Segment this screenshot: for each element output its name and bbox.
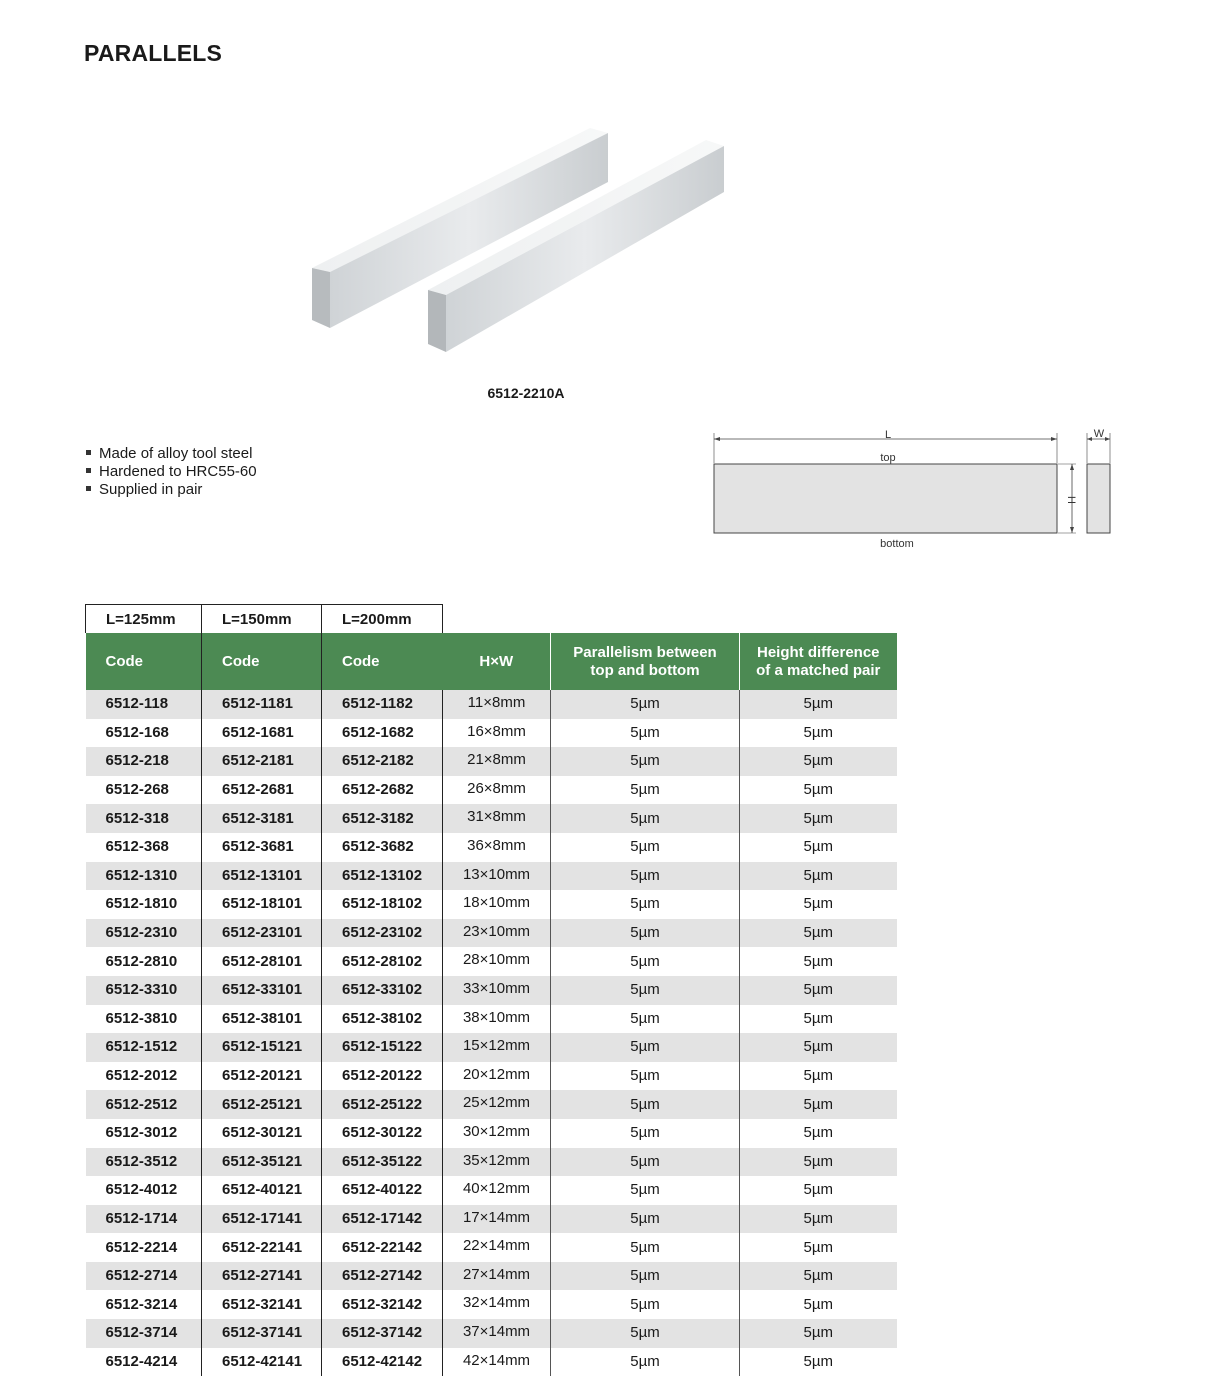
height-difference-value: 5µm [740, 1119, 897, 1148]
table-row [86, 1090, 897, 1119]
parallelism-value: 5µm [551, 804, 740, 833]
code-150: 6512-23101 [202, 919, 322, 948]
parallelism-value: 5µm [551, 1033, 740, 1062]
code-125: 6512-2012 [86, 1062, 202, 1091]
parallelism-value: 5µm [551, 1176, 740, 1205]
height-difference-value: 5µm [740, 719, 897, 748]
code-200: 6512-2682 [322, 776, 443, 805]
code-200: 6512-13102 [322, 862, 443, 891]
code-125: 6512-4012 [86, 1176, 202, 1205]
parallelism-value: 5µm [551, 976, 740, 1005]
code-150: 6512-27141 [202, 1262, 322, 1291]
height-difference-value: 5µm [740, 1090, 897, 1119]
parallelism-value: 5µm [551, 1319, 740, 1348]
label-bottom: bottom [880, 538, 914, 550]
parallelism-value: 5µm [551, 747, 740, 776]
code-125: 6512-1310 [86, 862, 202, 891]
table-row [86, 1262, 897, 1291]
parallelism-value: 5µm [551, 947, 740, 976]
hw-value: 23×10mm [443, 919, 551, 948]
code-200: 6512-30122 [322, 1119, 443, 1148]
parallelism-value: 5µm [551, 919, 740, 948]
product-photo [300, 120, 740, 365]
height-difference-value: 5µm [740, 776, 897, 805]
code-125: 6512-168 [86, 719, 202, 748]
length-200-header: L=200mm [322, 605, 443, 634]
code-150: 6512-22141 [202, 1233, 322, 1262]
hw-value: 18×10mm [443, 890, 551, 919]
code-150: 6512-32141 [202, 1290, 322, 1319]
height-difference-value: 5µm [740, 919, 897, 948]
table-row [86, 1062, 897, 1091]
code-200: 6512-2182 [322, 747, 443, 776]
height-difference-value: 5µm [740, 862, 897, 891]
table-row [86, 1033, 897, 1062]
bullet-icon [86, 450, 91, 455]
code-150: 6512-35121 [202, 1148, 322, 1177]
code-150: 6512-38101 [202, 1005, 322, 1034]
parallelism-value: 5µm [551, 1005, 740, 1034]
code-200: 6512-1182 [322, 690, 443, 719]
height-difference-value: 5µm [740, 833, 897, 862]
code-125: 6512-3214 [86, 1290, 202, 1319]
feature-item: Hardened to HRC55-60 [86, 463, 257, 481]
parallelism-value: 5µm [551, 1119, 740, 1148]
parallelism-value: 5µm [551, 862, 740, 891]
height-difference-value: 5µm [740, 747, 897, 776]
hw-value: 11×8mm [443, 690, 551, 719]
dimension-drawing [706, 425, 1126, 555]
length-125-header: L=125mm [86, 605, 202, 634]
code-150: 6512-20121 [202, 1062, 322, 1091]
table-row [86, 776, 897, 805]
height-difference-value: 5µm [740, 1176, 897, 1205]
table-row [86, 719, 897, 748]
hw-value: 36×8mm [443, 833, 551, 862]
code-200: 6512-20122 [322, 1062, 443, 1091]
table-row [86, 833, 897, 862]
bullet-icon [86, 468, 91, 473]
code-125: 6512-3512 [86, 1148, 202, 1177]
hw-value: 17×14mm [443, 1205, 551, 1234]
code-200: 6512-40122 [322, 1176, 443, 1205]
height-difference-value: 5µm [740, 976, 897, 1005]
code-125: 6512-218 [86, 747, 202, 776]
hw-value: 35×12mm [443, 1148, 551, 1177]
table-row [86, 1148, 897, 1177]
code-125: 6512-2714 [86, 1262, 202, 1291]
hw-value: 21×8mm [443, 747, 551, 776]
code-125: 6512-268 [86, 776, 202, 805]
table-row [86, 976, 897, 1005]
code-200: 6512-42142 [322, 1348, 443, 1377]
code-150: 6512-1681 [202, 719, 322, 748]
hw-value: 32×14mm [443, 1290, 551, 1319]
code-150: 6512-33101 [202, 976, 322, 1005]
hw-value: 27×14mm [443, 1262, 551, 1291]
label-l: L [884, 429, 892, 441]
table-row [86, 890, 897, 919]
code-150: 6512-18101 [202, 890, 322, 919]
table-row [86, 1233, 897, 1262]
height-difference-value: 5µm [740, 1348, 897, 1377]
table-row [86, 947, 897, 976]
height-difference-value: 5µm [740, 947, 897, 976]
code-150: 6512-17141 [202, 1205, 322, 1234]
code-150: 6512-3181 [202, 804, 322, 833]
hw-value: 31×8mm [443, 804, 551, 833]
code-200: 6512-18102 [322, 890, 443, 919]
code-150: 6512-37141 [202, 1319, 322, 1348]
parallelism-value: 5µm [551, 1348, 740, 1377]
code-200: 6512-28102 [322, 947, 443, 976]
hw-value: 30×12mm [443, 1119, 551, 1148]
table-row [86, 1205, 897, 1234]
height-difference-value: 5µm [740, 804, 897, 833]
parallelism-value: 5µm [551, 776, 740, 805]
parallelism-value: 5µm [551, 890, 740, 919]
table-row [86, 1176, 897, 1205]
code-150: 6512-28101 [202, 947, 322, 976]
parallelism-value: 5µm [551, 690, 740, 719]
feature-list [86, 445, 257, 499]
table-row [86, 1319, 897, 1348]
code-200: 6512-38102 [322, 1005, 443, 1034]
hw-header: H×W [443, 633, 551, 690]
table-row [86, 1290, 897, 1319]
code-125: 6512-3012 [86, 1119, 202, 1148]
table-row [86, 1348, 897, 1377]
code-125: 6512-2310 [86, 919, 202, 948]
code-150: 6512-30121 [202, 1119, 322, 1148]
height-difference-header: Height difference of a matched pair [740, 633, 897, 690]
code-125: 6512-4214 [86, 1348, 202, 1377]
label-top: top [880, 452, 896, 464]
code-150: 6512-3681 [202, 833, 322, 862]
parallelism-value: 5µm [551, 1205, 740, 1234]
hw-value: 26×8mm [443, 776, 551, 805]
table-row [86, 862, 897, 891]
hw-value: 38×10mm [443, 1005, 551, 1034]
table-row [86, 1005, 897, 1034]
code-200: 6512-23102 [322, 919, 443, 948]
bullet-icon [86, 486, 91, 491]
feature-item: Made of alloy tool steel [86, 445, 257, 463]
hw-value: 42×14mm [443, 1348, 551, 1377]
label-w: W [1093, 428, 1105, 440]
column-header-row [86, 633, 897, 690]
code-125: 6512-1810 [86, 890, 202, 919]
height-difference-value: 5µm [740, 1290, 897, 1319]
code-125: 6512-3310 [86, 976, 202, 1005]
feature-item: Supplied in pair [86, 481, 257, 499]
parallelism-value: 5µm [551, 1062, 740, 1091]
height-difference-value: 5µm [740, 690, 897, 719]
product-caption: 6512-2210A [487, 385, 565, 401]
parallelism-value: 5µm [551, 1090, 740, 1119]
height-difference-value: 5µm [740, 1233, 897, 1262]
code-200: 6512-35122 [322, 1148, 443, 1177]
hw-value: 13×10mm [443, 862, 551, 891]
code-150: 6512-2681 [202, 776, 322, 805]
label-h: H [1065, 496, 1077, 504]
hw-value: 15×12mm [443, 1033, 551, 1062]
code-125: 6512-318 [86, 804, 202, 833]
code-200: 6512-3682 [322, 833, 443, 862]
length-header-row [86, 605, 897, 634]
code-header: Code [202, 633, 322, 690]
hw-value: 16×8mm [443, 719, 551, 748]
code-200: 6512-32142 [322, 1290, 443, 1319]
parallelism-value: 5µm [551, 833, 740, 862]
hw-value: 25×12mm [443, 1090, 551, 1119]
hw-value: 33×10mm [443, 976, 551, 1005]
code-150: 6512-2181 [202, 747, 322, 776]
code-200: 6512-25122 [322, 1090, 443, 1119]
hw-value: 22×14mm [443, 1233, 551, 1262]
code-125: 6512-3714 [86, 1319, 202, 1348]
code-125: 6512-368 [86, 833, 202, 862]
code-150: 6512-13101 [202, 862, 322, 891]
height-difference-value: 5µm [740, 1005, 897, 1034]
height-difference-value: 5µm [740, 1262, 897, 1291]
code-200: 6512-22142 [322, 1233, 443, 1262]
code-200: 6512-15122 [322, 1033, 443, 1062]
code-200: 6512-17142 [322, 1205, 443, 1234]
code-150: 6512-42141 [202, 1348, 322, 1377]
table-row [86, 919, 897, 948]
parallelism-value: 5µm [551, 1262, 740, 1291]
hw-value: 37×14mm [443, 1319, 551, 1348]
code-200: 6512-37142 [322, 1319, 443, 1348]
page-title: PARALLELS [84, 40, 223, 66]
code-125: 6512-118 [86, 690, 202, 719]
code-200: 6512-1682 [322, 719, 443, 748]
code-200: 6512-3182 [322, 804, 443, 833]
hw-value: 28×10mm [443, 947, 551, 976]
parallelism-header: Parallelism between top and bottom [551, 633, 740, 690]
code-header: Code [322, 633, 443, 690]
code-125: 6512-2214 [86, 1233, 202, 1262]
code-150: 6512-25121 [202, 1090, 322, 1119]
parallelism-value: 5µm [551, 1233, 740, 1262]
specification-table [85, 604, 897, 1376]
code-200: 6512-33102 [322, 976, 443, 1005]
code-125: 6512-2810 [86, 947, 202, 976]
code-200: 6512-27142 [322, 1262, 443, 1291]
height-difference-value: 5µm [740, 1062, 897, 1091]
code-150: 6512-40121 [202, 1176, 322, 1205]
length-150-header: L=150mm [202, 605, 322, 634]
code-125: 6512-1512 [86, 1033, 202, 1062]
parallelism-value: 5µm [551, 1148, 740, 1177]
table-row [86, 690, 897, 719]
code-125: 6512-3810 [86, 1005, 202, 1034]
parallelism-value: 5µm [551, 719, 740, 748]
code-150: 6512-15121 [202, 1033, 322, 1062]
code-header: Code [86, 633, 202, 690]
hw-value: 40×12mm [443, 1176, 551, 1205]
table-row [86, 804, 897, 833]
code-125: 6512-2512 [86, 1090, 202, 1119]
height-difference-value: 5µm [740, 890, 897, 919]
height-difference-value: 5µm [740, 1148, 897, 1177]
table-row [86, 1119, 897, 1148]
code-125: 6512-1714 [86, 1205, 202, 1234]
height-difference-value: 5µm [740, 1033, 897, 1062]
code-150: 6512-1181 [202, 690, 322, 719]
parallelism-value: 5µm [551, 1290, 740, 1319]
height-difference-value: 5µm [740, 1319, 897, 1348]
height-difference-value: 5µm [740, 1205, 897, 1234]
hw-value: 20×12mm [443, 1062, 551, 1091]
table-row [86, 747, 897, 776]
